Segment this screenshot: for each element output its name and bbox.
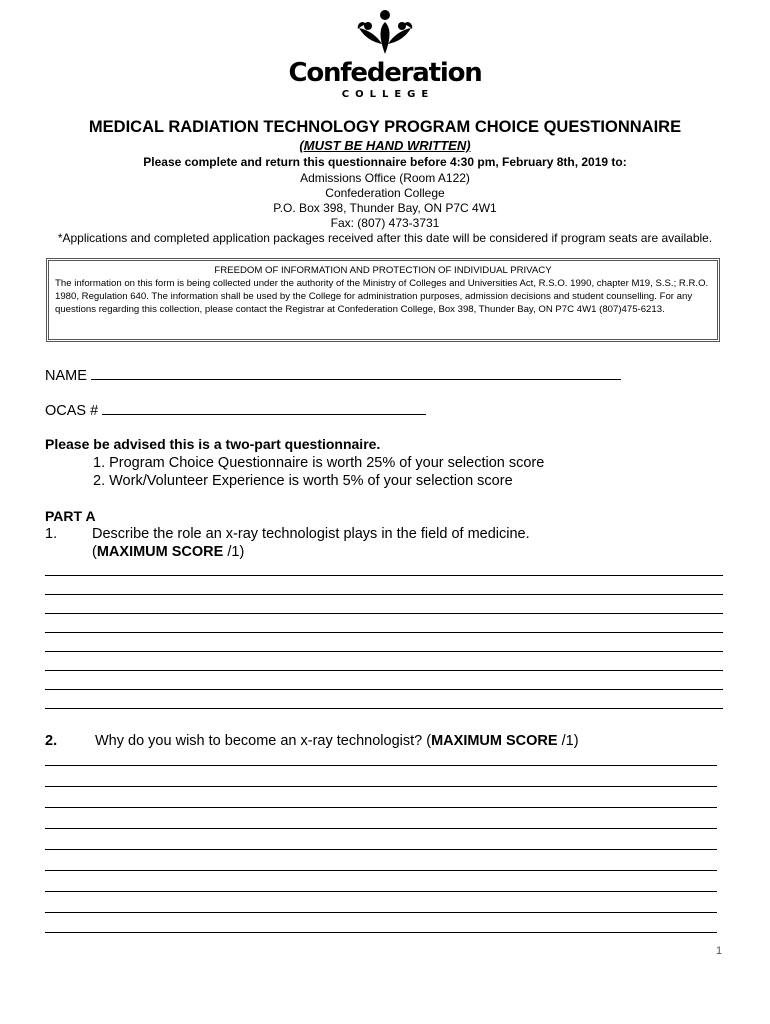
answer-line-q2[interactable] — [45, 786, 717, 787]
answer-line-q2[interactable] — [45, 765, 717, 766]
ocas-label: OCAS # — [45, 403, 99, 419]
answer-line-q1[interactable] — [45, 613, 723, 614]
privacy-body: The information on this form is being collected under the authority of the Ministry of Colleges and Universities Act, R.S.O. 1990, chapter M19, S.S.; R.R.O. 1980, Regulation 640. The information shall be used by the College for administration purposes, admission decisions and student counselling. For any questions regarding this collection, please contact the Registrar at Confederation College, Box 398, Thunder Bay, ON P7C 4W1 (807)475-6213. — [55, 278, 709, 315]
answer-line-q1[interactable] — [45, 632, 723, 633]
score-label: MAXIMUM SCORE — [96, 544, 224, 560]
answer-line-q2[interactable] — [45, 932, 717, 933]
answer-line-q2[interactable] — [45, 891, 717, 892]
address-line: P.O. Box 398, Thunder Bay, ON P7C 4W1 — [273, 201, 497, 215]
advisory-item: 1. Program Choice Questionnaire is worth 25% of your selection score — [93, 455, 545, 471]
answer-line-q2[interactable] — [45, 828, 717, 829]
answer-line-q2[interactable] — [45, 849, 717, 850]
logo-subtitle: COLLEGE — [341, 89, 435, 100]
answer-line-q1[interactable] — [45, 594, 723, 595]
privacy-notice-box — [46, 258, 720, 342]
question-1-number: 1. — [45, 526, 58, 542]
answer-line-q1[interactable] — [45, 689, 723, 690]
question-2-prompt: Why do you wish to become an x-ray technologist? — [95, 733, 427, 749]
address-line: Confederation College — [325, 186, 445, 200]
answer-line-q2[interactable] — [45, 870, 717, 871]
privacy-title: FREEDOM OF INFORMATION AND PROTECTION OF INDIVIDUAL PRIVACY — [214, 265, 552, 276]
answer-line-q1[interactable] — [45, 708, 723, 709]
answer-line-q1[interactable] — [45, 575, 723, 576]
part-a-heading: PART A — [45, 508, 96, 524]
answer-line-q1[interactable] — [45, 651, 723, 652]
late-application-notice: *Applications and completed application packages received after this date will be considered if program seats are available. — [57, 231, 713, 245]
logo-name: Confederation — [288, 58, 482, 88]
ocas-input-line[interactable] — [102, 401, 426, 415]
ocas-field[interactable] — [45, 401, 426, 419]
score-close: /1) — [223, 544, 245, 560]
score-open: ( — [92, 544, 97, 560]
answer-line-q2[interactable] — [45, 807, 717, 808]
advisory-item: 2. Work/Volunteer Experience is worth 5% of your selection score — [93, 473, 513, 489]
question-2-text — [95, 733, 579, 749]
question-2-number: 2. — [45, 733, 58, 749]
name-input-line[interactable] — [91, 366, 621, 380]
question-1-score — [92, 544, 244, 560]
college-logo — [0, 8, 770, 100]
document-title: MEDICAL RADIATION TECHNOLOGY PROGRAM CHOICE QUESTIONNAIRE — [88, 118, 682, 136]
answer-line-q2[interactable] — [45, 912, 717, 913]
name-field[interactable] — [45, 366, 621, 384]
submission-instructions: Please complete and return this questionnaire before 4:30 pm, February 8th, 2019 to: — [143, 155, 627, 169]
answer-line-q1[interactable] — [45, 670, 723, 671]
must-hand-written-note: (MUST BE HAND WRITTEN) — [299, 138, 471, 153]
address-line: Admissions Office (Room A122) — [300, 171, 470, 185]
name-label: NAME — [45, 368, 87, 384]
score-close: /1) — [557, 733, 579, 749]
advisory-heading: Please be advised this is a two-part questionnaire. — [45, 436, 381, 452]
score-open: ( — [426, 733, 432, 749]
score-label: MAXIMUM SCORE — [431, 733, 558, 749]
address-line: Fax: (807) 473-3731 — [330, 216, 440, 230]
page-number: 1 — [716, 945, 723, 957]
confederation-college-logo-icon — [355, 8, 415, 56]
question-1-text: Describe the role an x-ray technologist plays in the field of medicine. — [92, 526, 530, 542]
